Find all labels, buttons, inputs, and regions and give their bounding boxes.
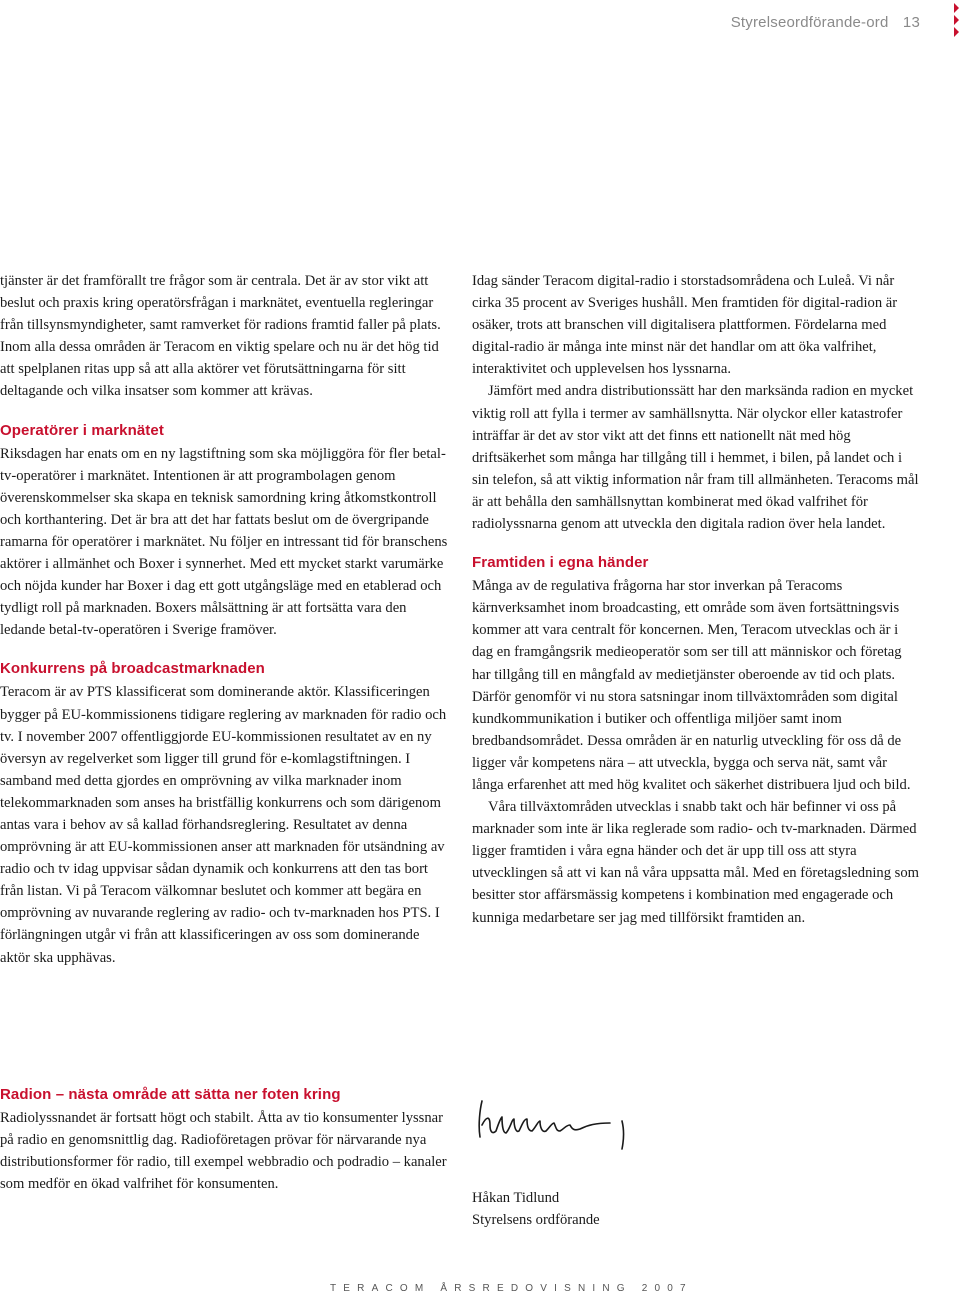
- heading-operatorer: Operatörer i marknätet: [0, 421, 164, 439]
- running-header: [731, 14, 920, 31]
- paragraph: Teracom är av PTS klassificerat som dominerande aktör. Klassificeringen bygger på EU-kommissionens tidigare reglering av marknaden för radio och tv. I november 2007 offentliggjorde EU-kommissionen resultatet av en ny översyn av regelverket som ligger till grund för e-komlagstiftningen. I samband med detta gjordes en omprövning av vilka marknader inom telekommarknaden som anses ha bristfällig konkurrens och som därigenom antas vara i behov av så kallad förhandsreglering. Resultatet av denna omprövning är att EU-kommissionen anser att marknaden för utsändning av radio och tv idag uppvisar sådan dynamik och konkurrens att den tas bort från listan. Vi på Teracom välkomnar beslutet och kommer att begära en omprövning av nuvarande reglering av radio- och tv-marknaden hos PTS. I förlängningen utgår vi från att klassificeringen av oss som dominerande aktör ska upphävas.: [0, 684, 447, 966]
- signatory-name: Håkan Tidlund: [472, 1190, 560, 1206]
- heading-framtiden: Framtiden i egna händer: [472, 554, 649, 572]
- paragraph: tjänster är det framförallt tre frågor som är centrala. Det är av stor vikt att beslut och praxis kring operatörsfrågan i marknätet, eventuella regleringar från tillsynsmyndigheter, samt ramverket för radions framtid faller på plats. Inom alla dessa områden är Teracom en viktig spelare och nu är det hög tid att spelplanen ritas upp så att alla aktörer vet förutsättningarna för sitt deltagande och vilka insatser som kommer att krävas.: [0, 273, 441, 400]
- section-title: Styrelseordförande-ord: [730, 14, 889, 31]
- page-footer: TERACOM ÅRSREDOVISNING 2007: [330, 1283, 693, 1294]
- heading-konkurrens: Konkurrens på broadcastmarknaden: [0, 660, 265, 678]
- paragraph: Radiolyssnandet är fortsatt högt och stabilt. Åtta av tio konsumenter lyssnar på radio en genomsnittlig dag. Radioföretagen prövar för närvarande nya distributionsformer för radio, till exempel webbradio och podradio – kanaler som medför en ökad valfrihet för konsumenten.: [0, 1110, 447, 1193]
- signatory-title: Styrelsens ordförande: [472, 1212, 600, 1228]
- paragraph: Idag sänder Teracom digital-radio i storstadsområdena och Luleå. Vi når cirka 35 procent av Sveriges hushåll. Men framtiden för digital-radion är osäker, trots att branschen vill digitalisera plattformen. Fördelarna med digital-radio är många inte minst när det handlar om att öka valfrihet, interaktivitet och upplevelsen hos lyssnarna.: [472, 273, 898, 378]
- handwritten-signature: [472, 1095, 712, 1155]
- paragraph: Jämfört med andra distributionssätt har den marksända radion en mycket viktig roll att fylla i termer av samhällsnytta. När olyckor eller katastrofer inträffar är det av stor vikt att det finns ett nationellt nät med hög driftsäkerhet som många har tillgång till i hemmet, i bilen, på landet och i sin telefon, så att viktig information når fram till allmänheten. Teracoms mål är att behålla den samhällsnyttan kombinerat med ökad valfrihet för radiolyssnarna genom att utveckla den digitala radion över hela landet.: [472, 383, 919, 533]
- bottom-left-column: [0, 1084, 448, 1195]
- left-column: [0, 270, 448, 969]
- paragraph: Många av de regulativa frågorna har stor inverkan på Teracoms kärnverksamhet inom broadcasting, ett område som även fortsättningsvis kommer att vara centralt för koncernen. Men, Teracom utvecklas och är i dag en framgångsrik medieoperatör som ser till att människor och företag har tillgång till en mångfald av medietjänster oberoende av tid och plats. Därför genomför vi nu stora satsningar inom tillväxtområden som digital kundkommunikation i butiker och offentliga miljöer samt inom bredbandsområdet. Dessa områden är en naturlig utveckling för oss då de ligger vår kompetens nära – att utveckla, bygga och serva nät, samt vår långa erfarenhet att med hög kvalitet och säkerhet distribuera ljud och bild.: [472, 578, 911, 793]
- signature-block: [472, 1095, 772, 1231]
- paragraph: Riksdagen har enats om en ny lagstiftning som ska möjliggöra för fler betal-tv-operatörer i marknätet. Intentionen är att programbolagen genom överenskommelser ska skapa en teknisk samordning kring åtkomstkontroll och korthantering. Det är bra att det har fattats beslut om de övergripande ramarna för operatörer i marknätet. Nu följer en intressant tid för branschens aktörer i allmänhet och Boxer i synnerhet. Med ett mycket starkt varumärke och nöjda kunder har Boxer i dag ett gott utgångsläge med en etablerad och tydligt roll på marknaden. Boxers målsättning är att fortsätta vara den ledande betal-tv-operatören i Sverige framöver.: [0, 445, 448, 639]
- right-column: [472, 270, 920, 929]
- paragraph: Våra tillväxtområden utvecklas i snabb takt och här befinner vi oss på marknader som inte är lika reglerade som radio- och tv-marknaden. Därmed ligger framtiden i våra egna händer och det är upp till oss att styra utvecklingen så att vi kan nå våra uppsatta mål. Med en företagsledning som besitter stor affärsmässig kompetens i kombination med engagerade och kunniga medarbetare ser jag med tillförsikt framtiden an.: [472, 799, 920, 926]
- page-number: 13: [902, 14, 920, 31]
- corner-brand-mark-icon: [948, 0, 960, 40]
- heading-radio: Radion – nästa område att sätta ner foten kring: [0, 1086, 341, 1103]
